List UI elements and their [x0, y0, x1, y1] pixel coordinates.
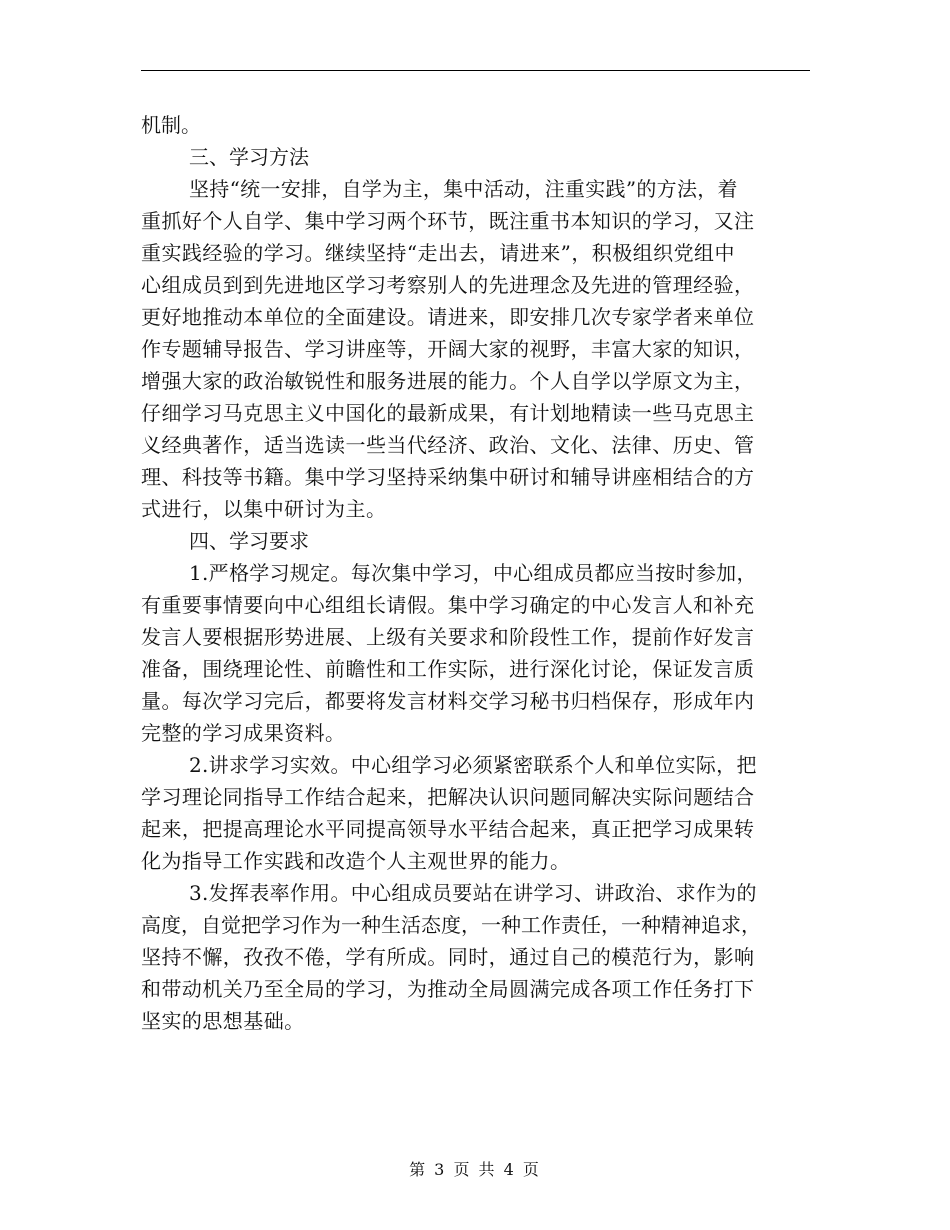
text-line: 式进行，以集中研讨为主。	[141, 497, 387, 521]
text-line: 1.严格学习规定。每次集中学习，中心组成员都应当按时参加，	[189, 561, 757, 585]
text-line: 有重要事情要向中心组组长请假。集中学习确定的中心发言人和补充	[141, 593, 755, 617]
page-number-footer: 第 3 页 共 4 页	[409, 1160, 541, 1179]
text-line: 学习理论同指导工作结合起来，把解决认识问题同解决实际问题结合	[141, 785, 755, 809]
text-line: 坚实的思想基础。	[141, 1009, 305, 1033]
text-line: 机制。	[141, 113, 201, 137]
text-line: 坚持不懈，孜孜不倦，学有所成。同时，通过自己的模范行为，影响	[141, 945, 755, 969]
text-line: 增强大家的政治敏锐性和服务进展的能力。个人自学以学原文为主，	[141, 369, 755, 393]
text-line: 量。每次学习完后，都要将发言材料交学习秘书归档保存，形成年内	[141, 689, 755, 713]
text-line: 准备，围绕理论性、前瞻性和工作实际，进行深化讨论，保证发言质	[141, 657, 755, 681]
text-line: 三、学习方法	[189, 145, 309, 169]
text-line: 理、科技等书籍。集中学习坚持采纳集中研讨和辅导讲座相结合的方	[141, 465, 755, 489]
text-line: 重抓好个人自学、集中学习两个环节，既注重书本知识的学习，又注	[141, 209, 755, 233]
text-line: 更好地推动本单位的全面建设。请进来，即安排几次专家学者来单位	[141, 305, 755, 329]
text-line: 起来，把提高理论水平同提高领导水平结合起来，真正把学习成果转	[141, 817, 755, 841]
text-line: 2.讲求学习实效。中心组学习必须紧密联系个人和单位实际，把	[189, 753, 757, 777]
text-line: 义经典著作，适当选读一些当代经济、政治、文化、法律、历史、管	[141, 433, 755, 457]
text-line: 四、学习要求	[189, 529, 309, 553]
text-line: 仔细学习马克思主义中国化的最新成果，有计划地精读一些马克思主	[141, 401, 755, 425]
text-line: 完整的学习成果资料。	[141, 721, 346, 745]
text-line: 心组成员到到先进地区学习考察别人的先进理念及先进的管理经验，	[141, 273, 755, 297]
document-body	[141, 109, 810, 1037]
header-rule	[141, 70, 810, 71]
text-line: 和带动机关乃至全局的学习，为推动全局圆满完成各项工作任务打下	[141, 977, 755, 1001]
text-line: 重实践经验的学习。继续坚持“走出去，请进来”，积极组织党组中	[141, 241, 735, 265]
text-line: 坚持“统一安排，自学为主，集中活动，注重实践”的方法，着	[189, 177, 738, 201]
text-line: 高度，自觉把学习作为一种生活态度，一种工作责任，一种精神追求，	[141, 913, 761, 937]
text-line: 3.发挥表率作用。中心组成员要站在讲学习、讲政治、求作为的	[189, 881, 757, 905]
text-line: 化为指导工作实践和改造个人主观世界的能力。	[141, 849, 571, 873]
text-line: 作专题辅导报告、学习讲座等，开阔大家的视野，丰富大家的知识，	[141, 337, 755, 361]
text-line: 发言人要根据形势进展、上级有关要求和阶段性工作，提前作好发言	[141, 625, 755, 649]
